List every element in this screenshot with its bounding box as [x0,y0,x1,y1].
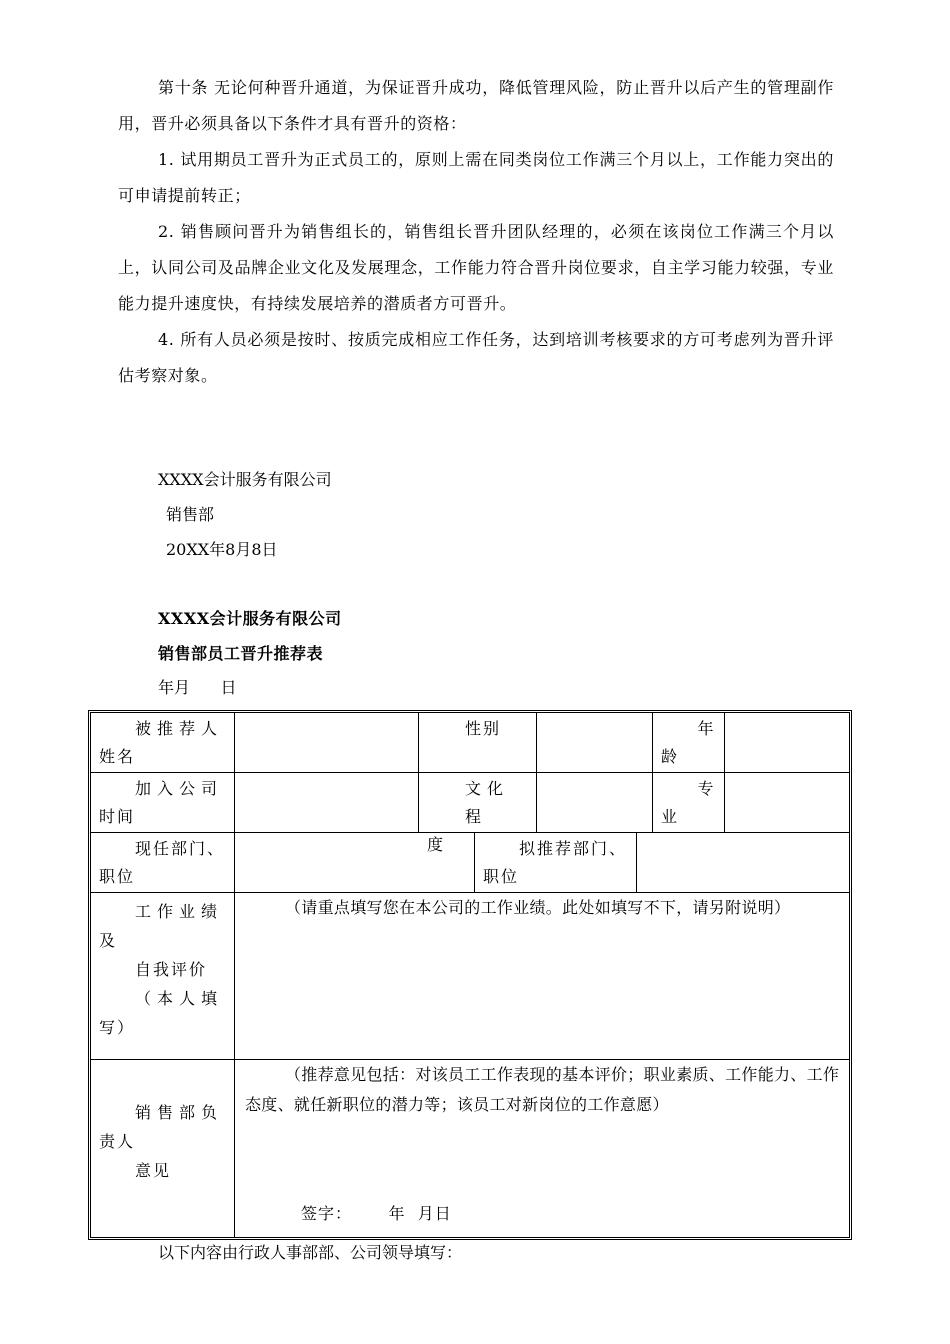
age-field[interactable] [725,713,849,772]
education-field[interactable] [537,773,653,832]
footer-note: 以下内容由行政人事部部、公司领导填写： [158,1243,463,1262]
condition-1: 1. 试用期员工晋升为正式员工的，原则上需在同类岗位工作满三个月以上，工作能力突出的可申请提前转正； [118,150,834,205]
row-name [91,713,849,773]
row-join [91,773,849,854]
join-date-label: 加入公司 时间 [91,773,235,832]
row-manager-opinion [91,1060,849,1237]
recommendation-form [88,710,852,1240]
row-performance [91,893,849,1060]
major-label: 专 业 [653,773,725,832]
current-position-field[interactable] [235,833,475,892]
condition-2: 2. 销售顾问晋升为销售组长的，销售组长晋升团队经理的，必须在该岗位工作满三个月以上，认同公司及品牌企业文化及发展理念，工作能力符合晋升岗位要求，自主学习能力较强，专业能力提升速度快，有持续发展培养的潜质者方可晋升。 [118,222,834,313]
performance-label: 工作业绩 及 自我评价 （本人填 写） [91,893,235,1059]
form-company: XXXX会计服务有限公司 [158,609,342,628]
form-date-line: 年月 日 [158,678,237,697]
major-field[interactable] [725,773,849,832]
condition-4: 4. 所有人员必须是按时、按质完成相应工作任务，达到培训考核要求的方可考虑列为晋升评估考察对象。 [118,330,834,385]
signature-line: 签字： 年 月日 [301,1204,452,1223]
performance-field[interactable]: （请重点填写您在本公司的工作业绩。此处如填写不下，请另附说明） [285,898,791,917]
name-label: 被推荐人 姓名 [91,713,235,772]
signoff-company: XXXX会计服务有限公司 [158,470,332,489]
form-title: 销售部员工晋升推荐表 [158,644,324,663]
current-position-label: 现任部门、 职位 [91,833,235,892]
gender-field[interactable] [537,713,653,772]
join-date-field[interactable] [235,773,419,832]
gender-label: 性别 [419,713,537,772]
proposed-position-field[interactable] [637,833,849,892]
row-position [91,833,849,893]
proposed-position-label: 拟推荐部门、 职位 [475,833,637,892]
age-label: 年 龄 [653,713,725,772]
manager-opinion-note: （推荐意见包括：对该员工工作表现的基本评价；职业素质、工作能力、工作态度、就任新职位的潜力等；该员工对新岗位的工作意愿） [245,1065,840,1114]
manager-opinion-label: 销售部负 责人 意见 [91,1060,235,1237]
signoff-department: 销售部 [166,505,215,524]
manager-opinion-field[interactable] [235,1060,849,1237]
article-ten-intro: 第十条 无论何种晋升通道，为保证晋升成功，降低管理风险，防止晋升以后产生的管理副作用，晋升必须具备以下条件才具有晋升的资格： [118,78,834,133]
education-label: 文化程 度 [419,773,537,832]
name-field[interactable] [235,713,419,772]
signoff-date: 20XX年8月8日 [166,540,278,559]
